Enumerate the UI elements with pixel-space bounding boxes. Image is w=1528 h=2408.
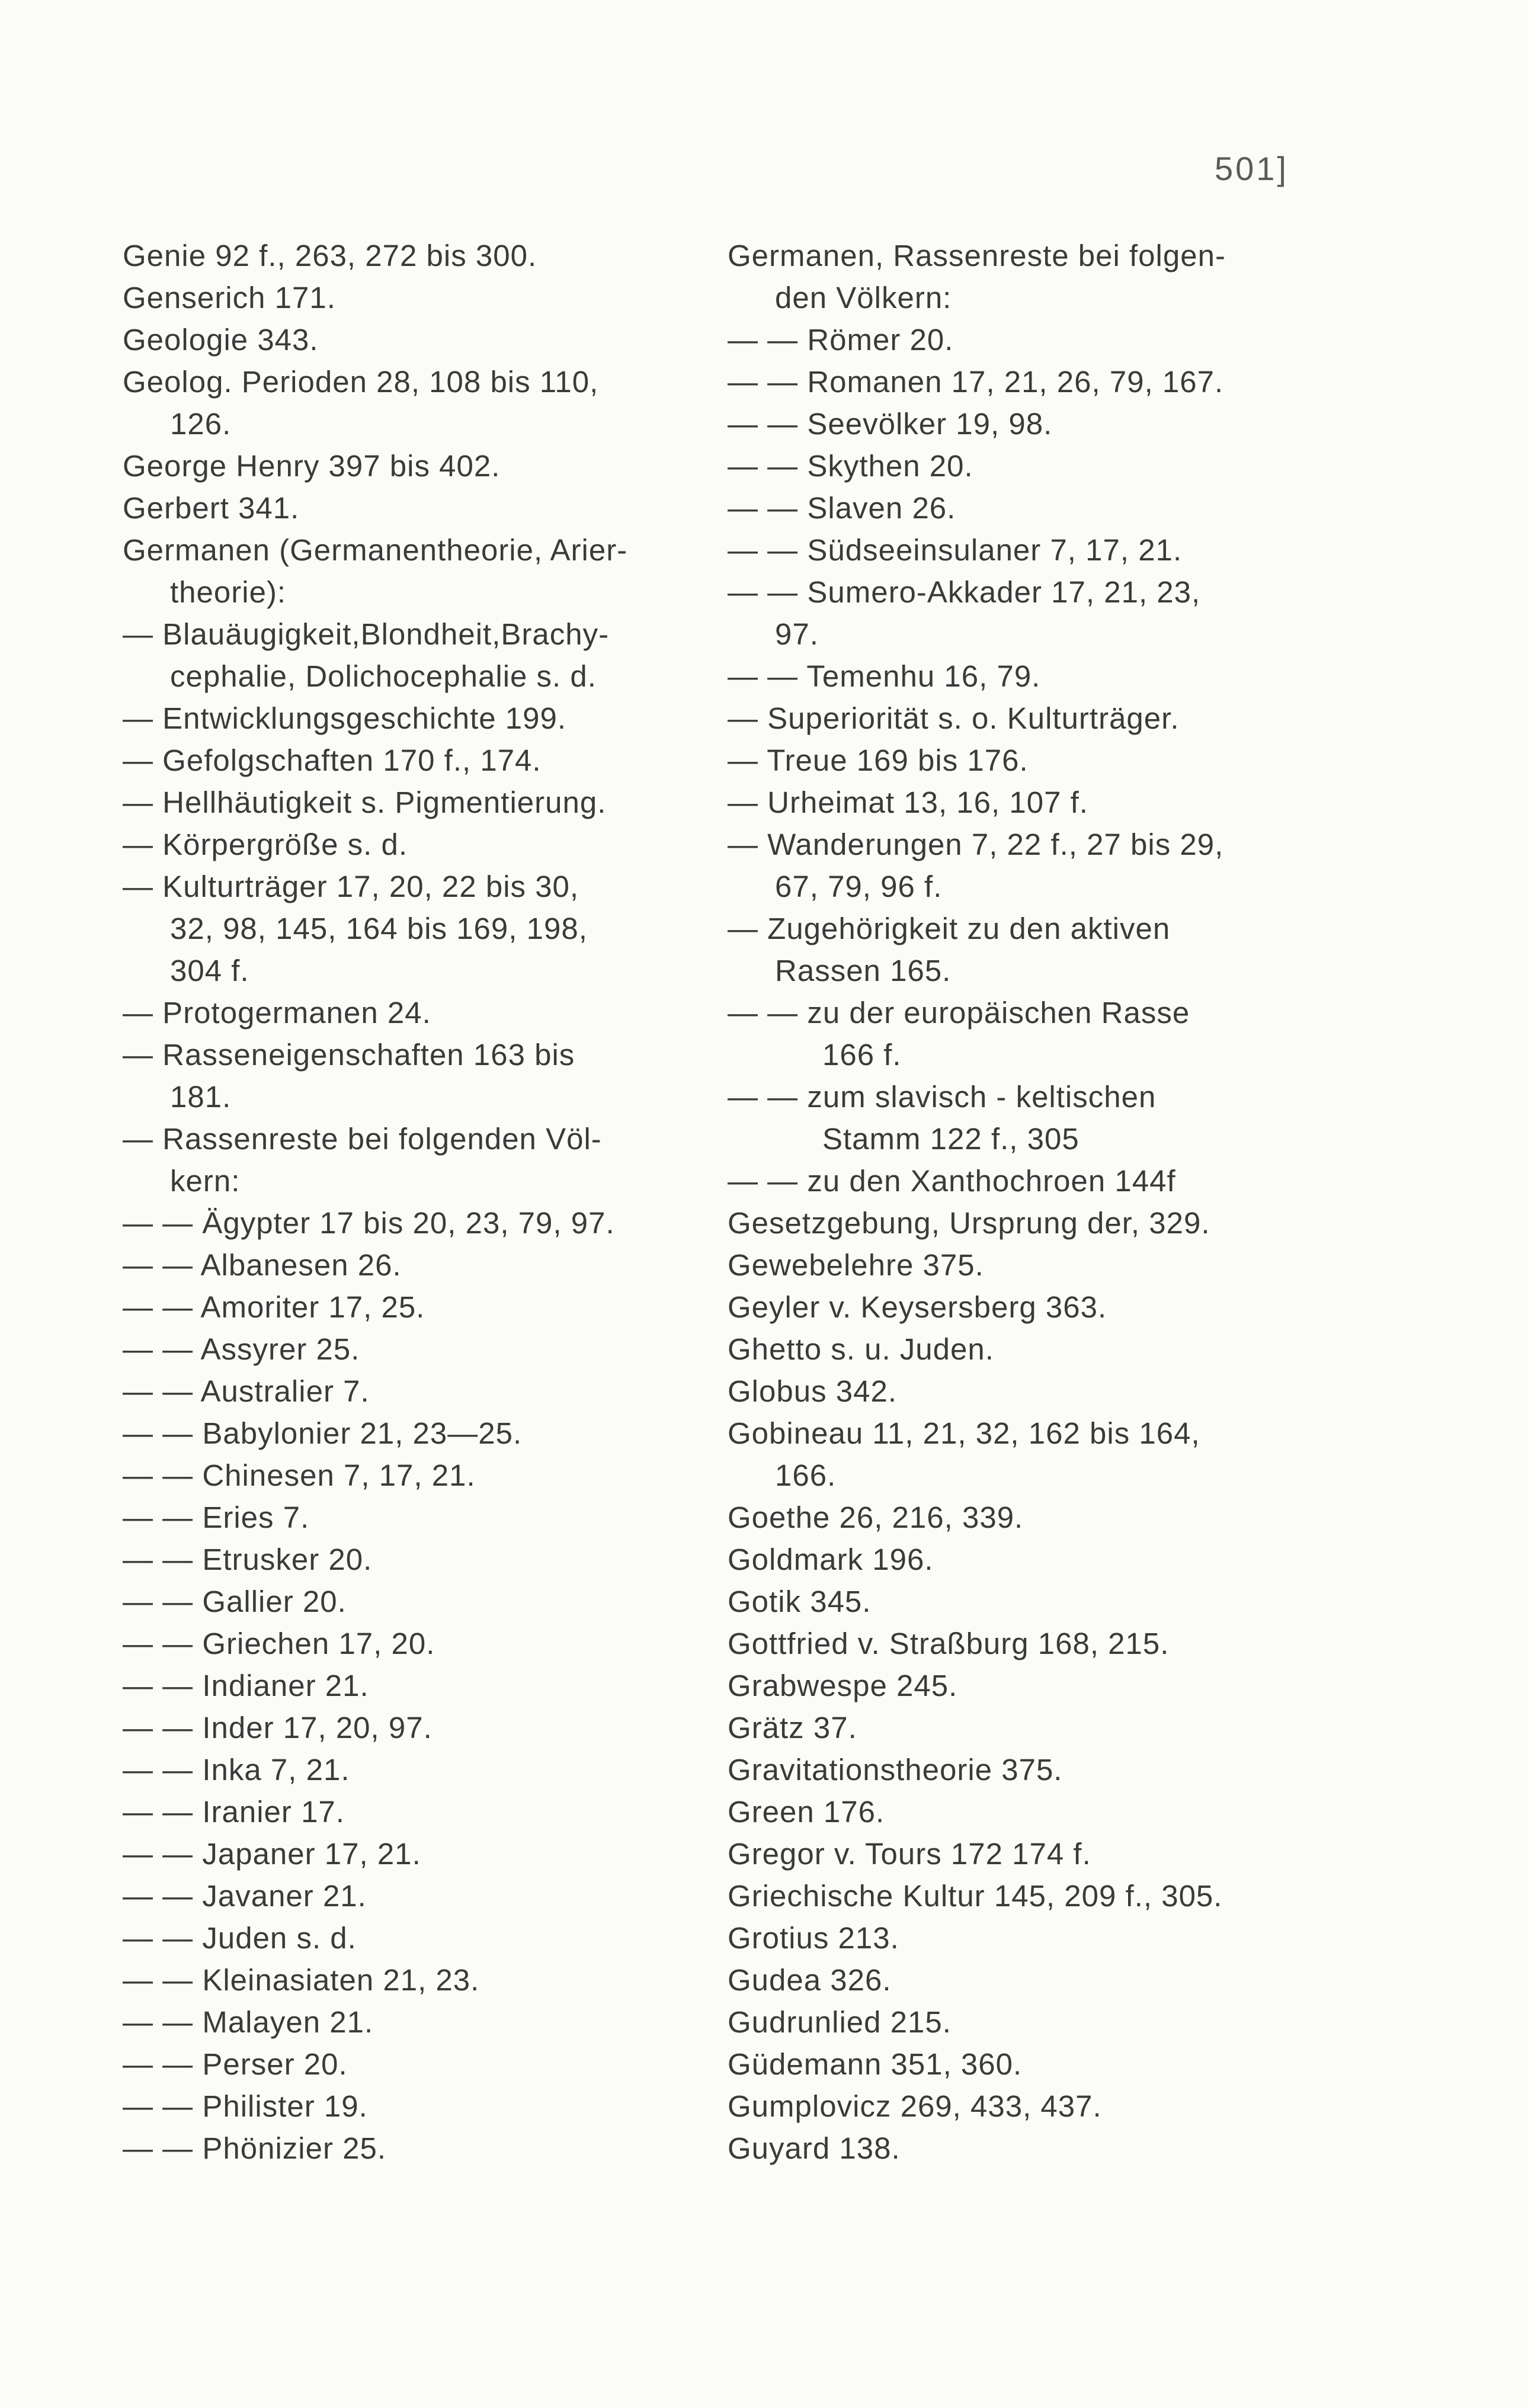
index-entry: Gobineau 11, 21, 32, 162 bis 164,	[728, 1416, 1200, 1450]
index-entry: kern:	[170, 1164, 241, 1198]
index-entry: theorie):	[170, 575, 287, 609]
index-entry: — — Kleinasiaten 21, 23.	[123, 1963, 480, 1997]
index-entry: Gotik 345.	[728, 1585, 872, 1618]
index-entry: Gudrunlied 215.	[728, 2005, 952, 2039]
index-entry: — — Juden s. d.	[123, 1921, 357, 1955]
index-entry: — — Australier 7.	[123, 1374, 370, 1408]
index-entry: 166.	[775, 1458, 837, 1492]
index-entry: Geologie 343.	[123, 323, 319, 357]
index-entry: 166 f.	[822, 1038, 902, 1072]
index-entry: — Entwicklungsgeschichte 199.	[123, 701, 567, 735]
index-entry: — — Japaner 17, 21.	[123, 1837, 421, 1871]
index-entry: Germanen, Rassenreste bei folgen-	[728, 239, 1226, 272]
index-entry: — — Inka 7, 21.	[123, 1753, 350, 1787]
index-entry: — Wanderungen 7, 22 f., 27 bis 29,	[728, 828, 1224, 861]
index-entry: — — Javaner 21.	[123, 1879, 367, 1913]
index-entry: Gravitationstheorie 375.	[728, 1753, 1063, 1787]
index-entry: — — Seevölker 19, 98.	[728, 407, 1053, 441]
index-entry: — — Griechen 17, 20.	[123, 1627, 435, 1660]
index-entry: — — Eries 7.	[123, 1500, 310, 1534]
index-entry: — Körpergröße s. d.	[123, 828, 408, 861]
index-entry: — Rassenreste bei folgenden Völ-	[123, 1122, 602, 1156]
index-entry: — — Inder 17, 20, 97.	[123, 1711, 433, 1745]
page-number: 501]	[1215, 150, 1289, 187]
index-entry: Genie 92 f., 263, 272 bis 300.	[123, 239, 537, 272]
index-entry: Globus 342.	[728, 1374, 898, 1408]
index-entry: — Gefolgschaften 170 f., 174.	[123, 743, 542, 777]
index-entry: — — Amoriter 17, 25.	[123, 1290, 425, 1324]
index-entry: 32, 98, 145, 164 bis 169, 198,	[170, 912, 588, 945]
index-column-right	[728, 235, 1284, 2169]
index-entry: — Superiorität s. o. Kulturträger.	[728, 701, 1180, 735]
index-entry: — — Gallier 20.	[123, 1585, 347, 1618]
index-entry: — — Etrusker 20.	[123, 1543, 373, 1576]
index-column-left	[123, 235, 685, 2169]
index-entry: Gregor v. Tours 172 174 f.	[728, 1837, 1091, 1871]
index-entry: — Kulturträger 17, 20, 22 bis 30,	[123, 870, 579, 903]
index-entry: 181.	[170, 1080, 232, 1114]
index-entry: — Hellhäutigkeit s. Pigmentierung.	[123, 785, 607, 819]
index-entry: — — Albanesen 26.	[123, 1248, 402, 1282]
index-entry: — — Römer 20.	[728, 323, 954, 357]
index-entry: Green 176.	[728, 1795, 885, 1829]
index-entry: Geolog. Perioden 28, 108 bis 110,	[123, 365, 599, 399]
index-entry: — Zugehörigkeit zu den aktiven	[728, 912, 1171, 945]
index-entry: — Treue 169 bis 176.	[728, 743, 1029, 777]
index-entry: den Völkern:	[775, 281, 952, 315]
index-entry: — — Sumero-Akkader 17, 21, 23,	[728, 575, 1201, 609]
index-entry: — — Indianer 21.	[123, 1669, 369, 1702]
index-entry: — — Phönizier 25.	[123, 2131, 387, 2165]
index-entry: — — Iranier 17.	[123, 1795, 345, 1829]
index-entry: — — Ägypter 17 bis 20, 23, 79, 97.	[123, 1206, 615, 1240]
index-entry: Gewebelehre 375.	[728, 1248, 984, 1282]
index-entry: Genserich 171.	[123, 281, 336, 315]
index-entry: — — zu den Xanthochroen 144f	[728, 1164, 1176, 1198]
index-entry: — — Assyrer 25.	[123, 1332, 360, 1366]
index-entry: — — Skythen 20.	[728, 449, 973, 483]
index-entry: Goldmark 196.	[728, 1543, 934, 1576]
index-entry: Gudea 326.	[728, 1963, 892, 1997]
index-entry: Germanen (Germanentheorie, Arier-	[123, 533, 628, 567]
index-entry: Stamm 122 f., 305	[822, 1122, 1079, 1156]
index-entry: Goethe 26, 216, 339.	[728, 1500, 1024, 1534]
index-entry: — — Perser 20.	[123, 2047, 348, 2081]
index-entry: Gesetzgebung, Ursprung der, 329.	[728, 1206, 1210, 1240]
index-entry: cephalie, Dolichocephalie s. d.	[170, 659, 597, 693]
index-entry: — Blauäugigkeit,Blondheit,Brachy-	[123, 617, 610, 651]
index-entry: Grotius 213.	[728, 1921, 899, 1955]
index-entry: Guyard 138.	[728, 2131, 901, 2165]
index-entry: — — Slaven 26.	[728, 491, 956, 525]
index-entry: — — Südseeinsulaner 7, 17, 21.	[728, 533, 1183, 567]
index-entry: — — Babylonier 21, 23—25.	[123, 1416, 523, 1450]
index-entry: — — Chinesen 7, 17, 21.	[123, 1458, 476, 1492]
index-entry: 304 f.	[170, 954, 249, 987]
index-entry: George Henry 397 bis 402.	[123, 449, 501, 483]
index-entry: — Rasseneigenschaften 163 bis	[123, 1038, 575, 1072]
index-entry: — — Malayen 21.	[123, 2005, 374, 2039]
index-entry: Gottfried v. Straßburg 168, 215.	[728, 1627, 1170, 1660]
index-entry: 67, 79, 96 f.	[775, 870, 943, 903]
index-entry: Gerbert 341.	[123, 491, 300, 525]
index-entry: — Urheimat 13, 16, 107 f.	[728, 785, 1088, 819]
index-entry: Griechische Kultur 145, 209 f., 305.	[728, 1879, 1223, 1913]
index-entry: Rassen 165.	[775, 954, 952, 987]
index-entry: — — zum slavisch - keltischen	[728, 1080, 1157, 1114]
index-entry: Güdemann 351, 360.	[728, 2047, 1023, 2081]
index-entry: — — Romanen 17, 21, 26, 79, 167.	[728, 365, 1224, 399]
index-entry: Grabwespe 245.	[728, 1669, 958, 1702]
index-entry: Ghetto s. u. Juden.	[728, 1332, 994, 1366]
index-entry: Geyler v. Keysersberg 363.	[728, 1290, 1107, 1324]
index-entry: — — Philister 19.	[123, 2089, 368, 2123]
index-entry: — Protogermanen 24.	[123, 996, 431, 1030]
index-entry: Gumplovicz 269, 433, 437.	[728, 2089, 1102, 2123]
index-entry: Grätz 37.	[728, 1711, 857, 1745]
index-entry: — — zu der europäischen Rasse	[728, 996, 1190, 1030]
index-entry: 126.	[170, 407, 232, 441]
index-entry: — — Temenhu 16, 79.	[728, 659, 1041, 693]
index-entry: 97.	[775, 617, 819, 651]
